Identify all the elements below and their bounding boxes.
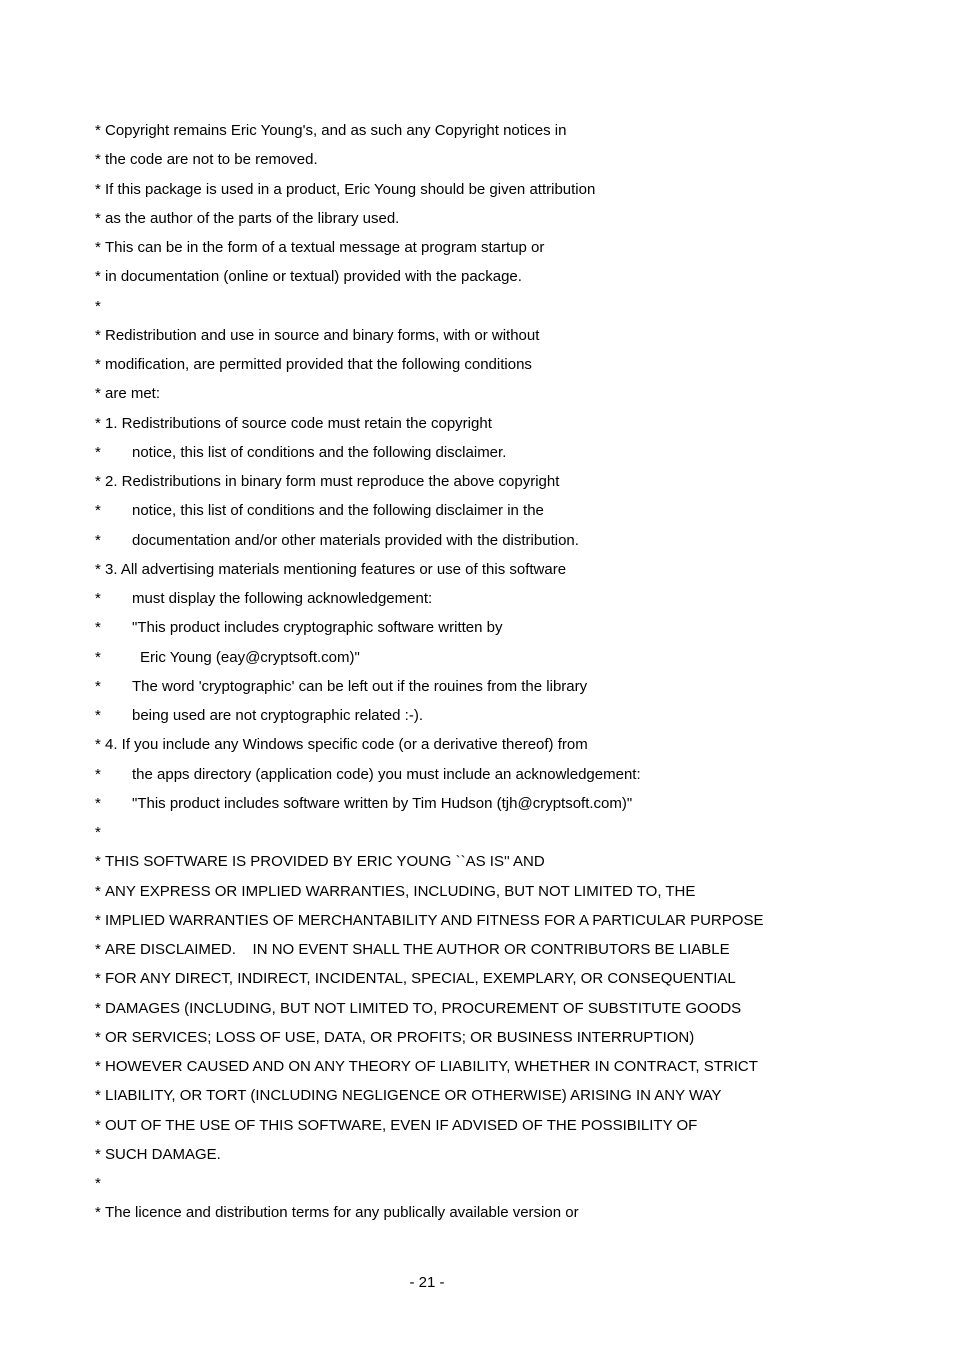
license-line xyxy=(95,265,895,294)
comment-marker: * xyxy=(95,1087,101,1105)
license-line xyxy=(95,148,895,177)
license-line xyxy=(95,646,895,675)
license-line-text: LIABILITY, OR TORT (INCLUDING NEGLIGENCE OR OTHERWISE) ARISING IN ANY WAY xyxy=(105,1087,722,1105)
license-line xyxy=(95,1055,895,1084)
comment-marker: * xyxy=(95,209,101,227)
license-line xyxy=(95,997,895,1026)
comment-marker: * xyxy=(95,122,101,139)
comment-marker: * xyxy=(95,853,101,871)
comment-marker: * xyxy=(95,999,101,1017)
license-line-text: "This product includes cryptographic software written by xyxy=(132,619,503,637)
comment-marker: * xyxy=(95,619,101,637)
license-line-text: The licence and distribution terms for any publically available version or xyxy=(105,1204,579,1222)
license-line-text: DAMAGES (INCLUDING, BUT NOT LIMITED TO, PROCUREMENT OF SUBSTITUTE GOODS xyxy=(105,999,742,1017)
license-line-text: ARE DISCLAIMED. IN NO EVENT SHALL THE AUTHOR OR CONTRIBUTORS BE LIABLE xyxy=(105,941,730,958)
comment-marker: * xyxy=(95,443,101,461)
license-line-text: in documentation (online or textual) provided with the package. xyxy=(105,268,522,286)
comment-marker: * xyxy=(95,531,101,549)
comment-marker: * xyxy=(95,297,101,315)
comment-marker: * xyxy=(95,736,101,754)
license-line xyxy=(95,821,895,850)
license-line-text: as the author of the parts of the library used. xyxy=(105,209,400,227)
license-line xyxy=(95,1143,895,1172)
license-line-text: OR SERVICES; LOSS OF USE, DATA, OR PROFITS; OR BUSINESS INTERRUPTION) xyxy=(105,1028,695,1046)
license-line-text: THIS SOFTWARE IS PROVIDED BY ERIC YOUNG ``AS IS'' AND xyxy=(105,853,545,871)
comment-marker: * xyxy=(95,1145,101,1163)
license-line xyxy=(95,119,895,148)
license-line xyxy=(95,295,895,324)
license-line xyxy=(95,558,895,587)
license-line xyxy=(95,1201,895,1230)
license-line xyxy=(95,616,895,645)
comment-marker: * xyxy=(95,1028,101,1046)
comment-marker: * xyxy=(95,502,101,520)
license-line xyxy=(95,441,895,470)
license-line xyxy=(95,324,895,353)
comment-marker: * xyxy=(95,941,101,958)
license-line-text: This can be in the form of a textual message at program startup or xyxy=(105,239,545,256)
license-line-text: the code are not to be removed. xyxy=(105,151,318,169)
license-line-text: 1. Redistributions of source code must retain the copyright xyxy=(105,414,492,432)
comment-marker: * xyxy=(95,151,101,169)
license-line xyxy=(95,529,895,558)
page-number: - 21 - xyxy=(409,1274,445,1291)
license-line-text: 4. If you include any Windows specific code (or a derivative thereof) from xyxy=(105,736,588,754)
license-line-text: notice, this list of conditions and the following disclaimer. xyxy=(132,443,507,461)
license-line-text: 3. All advertising materials mentioning features or use of this software xyxy=(105,560,567,578)
license-line xyxy=(95,675,895,704)
license-line-text: SUCH DAMAGE. xyxy=(105,1145,221,1163)
license-line xyxy=(95,1026,895,1055)
comment-marker: * xyxy=(95,473,101,490)
comment-marker: * xyxy=(95,707,101,724)
license-line xyxy=(95,178,895,207)
license-line-text: notice, this list of conditions and the following disclaimer in the xyxy=(132,502,544,520)
comment-marker: * xyxy=(95,1175,101,1192)
comment-marker: * xyxy=(95,356,101,373)
license-line-text: Copyright remains Eric Young's, and as such any Copyright notices in xyxy=(105,122,567,139)
license-line xyxy=(95,382,895,411)
comment-marker: * xyxy=(95,239,101,256)
comment-marker: * xyxy=(95,824,101,841)
license-line-text: "This product includes software written by Tim Hudson (tjh@cryptsoft.com)" xyxy=(132,794,633,812)
comment-marker: * xyxy=(95,765,101,783)
license-line-text: The word 'cryptographic' can be left out if the rouines from the library xyxy=(132,677,588,695)
comment-marker: * xyxy=(95,677,101,695)
comment-marker: * xyxy=(95,794,101,812)
license-line-text: ANY EXPRESS OR IMPLIED WARRANTIES, INCLUDING, BUT NOT LIMITED TO, THE xyxy=(105,882,696,900)
license-line-text: FOR ANY DIRECT, INDIRECT, INCIDENTAL, SPECIAL, EXEMPLARY, OR CONSEQUENTIAL xyxy=(105,970,736,988)
comment-marker: * xyxy=(95,180,101,198)
license-line xyxy=(95,938,895,967)
license-line xyxy=(95,412,895,441)
license-line-text: Eric Young (eay@cryptsoft.com)" xyxy=(140,648,360,666)
license-line xyxy=(95,499,895,528)
license-line-text: documentation and/or other materials provided with the distribution. xyxy=(132,531,579,549)
license-line-text: are met: xyxy=(105,385,161,403)
license-line xyxy=(95,353,895,382)
license-line xyxy=(95,733,895,762)
license-line xyxy=(95,909,895,938)
comment-marker: * xyxy=(95,1204,101,1222)
license-line-text: If this package is used in a product, Eric Young should be given attribution xyxy=(105,180,596,198)
license-line-text: HOWEVER CAUSED AND ON ANY THEORY OF LIABILITY, WHETHER IN CONTRACT, STRICT xyxy=(105,1058,758,1075)
comment-marker: * xyxy=(95,1058,101,1075)
comment-marker: * xyxy=(95,882,101,900)
license-line-text: IMPLIED WARRANTIES OF MERCHANTABILITY AND FITNESS FOR A PARTICULAR PURPOSE xyxy=(105,911,764,929)
license-line-text: must display the following acknowledgement: xyxy=(132,590,433,607)
comment-marker: * xyxy=(95,268,101,286)
license-line xyxy=(95,1114,895,1143)
comment-marker: * xyxy=(95,385,101,403)
license-line-text: being used are not cryptographic related :-). xyxy=(132,707,423,724)
comment-marker: * xyxy=(95,326,101,344)
comment-marker: * xyxy=(95,648,101,666)
license-line xyxy=(95,207,895,236)
comment-marker: * xyxy=(95,911,101,929)
license-line-text: OUT OF THE USE OF THIS SOFTWARE, EVEN IF ADVISED OF THE POSSIBILITY OF xyxy=(105,1116,698,1134)
license-line xyxy=(95,880,895,909)
license-line-text: 2. Redistributions in binary form must reproduce the above copyright xyxy=(105,473,560,490)
license-line-text: the apps directory (application code) you must include an acknowledgement: xyxy=(132,765,641,783)
comment-marker: * xyxy=(95,560,101,578)
license-line xyxy=(95,1084,895,1113)
license-line xyxy=(95,792,895,821)
license-line xyxy=(95,967,895,996)
license-line xyxy=(95,587,895,616)
comment-marker: * xyxy=(95,414,101,432)
comment-marker: * xyxy=(95,970,101,988)
license-line xyxy=(95,704,895,733)
license-line-text: modification, are permitted provided that the following conditions xyxy=(105,356,532,373)
comment-marker: * xyxy=(95,1116,101,1134)
license-line xyxy=(95,850,895,879)
license-text-block xyxy=(95,119,895,1231)
license-line-text: Redistribution and use in source and binary forms, with or without xyxy=(105,326,540,344)
comment-marker: * xyxy=(95,590,101,607)
license-line xyxy=(95,470,895,499)
license-line xyxy=(95,1172,895,1201)
license-line xyxy=(95,236,895,265)
license-line xyxy=(95,763,895,792)
